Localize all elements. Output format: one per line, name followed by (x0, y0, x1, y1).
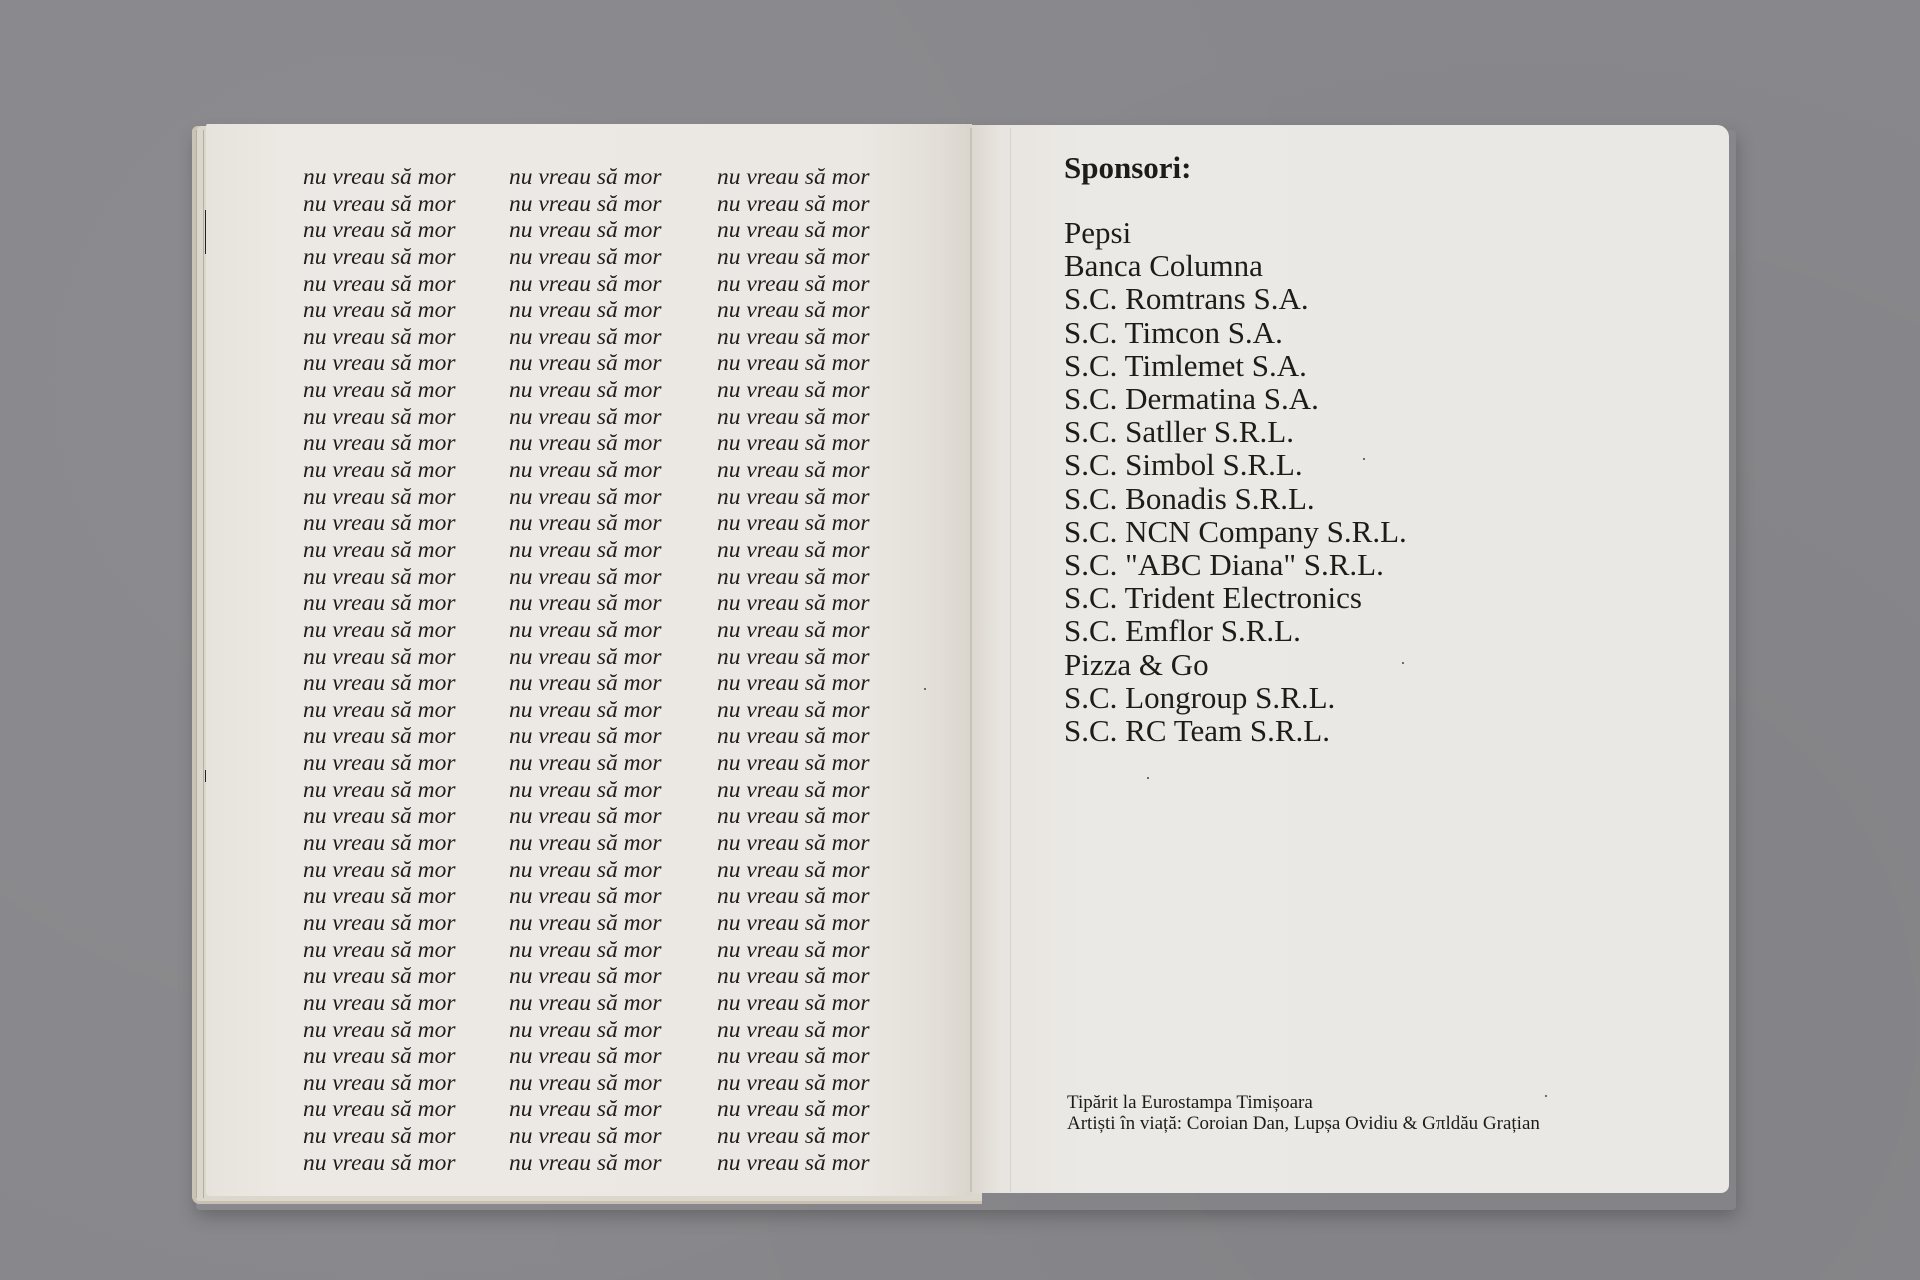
phrase-cell: nu vreau să mor (303, 1016, 456, 1043)
phrase-cell: nu vreau să mor (303, 483, 456, 510)
phrase-row (303, 857, 923, 884)
phrase-row (303, 750, 923, 777)
phrase-row (303, 244, 923, 271)
phrase-cell: nu vreau să mor (303, 643, 456, 670)
phrase-row (303, 297, 923, 324)
phrase-row (303, 324, 923, 351)
paper-speck (924, 688, 926, 690)
phrase-row (303, 777, 923, 804)
phrase-row (303, 271, 923, 298)
phrase-row (303, 910, 923, 937)
sponsor-item: S.C. Bonadis S.R.L. (1064, 480, 1315, 516)
phrase-cell: nu vreau să mor (717, 377, 870, 404)
phrase-cell: nu vreau să mor (303, 297, 456, 324)
phrase-cell: nu vreau să mor (717, 164, 870, 190)
phrase-cell: nu vreau să mor (717, 536, 870, 563)
phrase-cell: nu vreau să mor (509, 510, 662, 537)
phrase-cell: nu vreau să mor (303, 723, 456, 750)
phrase-row (303, 1017, 923, 1044)
phrase-cell: nu vreau să mor (717, 963, 870, 990)
phrase-cell: nu vreau să mor (717, 190, 870, 217)
phrase-cell: nu vreau să mor (303, 1043, 456, 1070)
phrase-cell: nu vreau să mor (303, 989, 456, 1016)
phrase-cell: nu vreau să mor (509, 696, 662, 723)
artists-credit: Artiști în viață: Coroian Dan, Lupșa Ovidiu & Gπldău Grațian (1067, 1113, 1540, 1134)
phrase-cell: nu vreau să mor (509, 243, 662, 270)
phrase-row (303, 537, 923, 564)
phrase-cell: nu vreau să mor (717, 457, 870, 484)
phrase-cell: nu vreau să mor (509, 217, 662, 244)
phrase-cell: nu vreau să mor (303, 830, 456, 857)
phrase-cell: nu vreau să mor (303, 856, 456, 883)
phrase-row (303, 963, 923, 990)
phrase-row (303, 617, 923, 644)
repeated-phrase-grid (303, 164, 923, 1176)
phrase-row (303, 404, 923, 431)
phrase-cell: nu vreau să mor (303, 776, 456, 803)
phrase-cell: nu vreau să mor (303, 616, 456, 643)
phrase-cell: nu vreau să mor (717, 830, 870, 857)
phrase-cell: nu vreau să mor (509, 670, 662, 697)
sponsor-item: Pizza & Go (1064, 646, 1209, 682)
phrase-cell: nu vreau să mor (509, 270, 662, 297)
phrase-cell: nu vreau să mor (303, 217, 456, 244)
phrase-cell: nu vreau să mor (303, 164, 456, 190)
sponsor-item: S.C. Emflor S.R.L. (1064, 613, 1301, 649)
phrase-cell: nu vreau să mor (717, 350, 870, 377)
phrase-cell: nu vreau să mor (303, 750, 456, 777)
phrase-cell: nu vreau să mor (717, 643, 870, 670)
phrase-cell: nu vreau să mor (509, 563, 662, 590)
phrase-row (303, 723, 923, 750)
phrase-cell: nu vreau să mor (717, 323, 870, 350)
phrase-cell: nu vreau să mor (509, 830, 662, 857)
phrase-cell: nu vreau să mor (509, 536, 662, 563)
phrase-cell: nu vreau să mor (509, 989, 662, 1016)
phrase-cell: nu vreau să mor (717, 1149, 870, 1176)
phrase-row (303, 377, 923, 404)
phrase-cell: nu vreau să mor (717, 856, 870, 883)
phrase-cell: nu vreau să mor (717, 270, 870, 297)
phrase-cell: nu vreau să mor (303, 323, 456, 350)
phrase-cell: nu vreau să mor (717, 1123, 870, 1150)
phrase-cell: nu vreau să mor (717, 696, 870, 723)
phrase-cell: nu vreau să mor (303, 1149, 456, 1176)
paper-speck (1402, 662, 1404, 664)
phrase-cell: nu vreau să mor (717, 776, 870, 803)
phrase-cell: nu vreau să mor (303, 536, 456, 563)
phrase-cell: nu vreau să mor (509, 483, 662, 510)
phrase-row (303, 1070, 923, 1097)
phrase-cell: nu vreau să mor (303, 510, 456, 537)
phrase-cell: nu vreau să mor (717, 670, 870, 697)
phrase-cell: nu vreau să mor (717, 403, 870, 430)
phrase-cell: nu vreau să mor (509, 643, 662, 670)
phrase-cell: nu vreau să mor (509, 1096, 662, 1123)
phrase-cell: nu vreau să mor (509, 963, 662, 990)
phrase-row (303, 1123, 923, 1150)
page-crease (1010, 128, 1011, 1192)
phrase-cell: nu vreau să mor (717, 616, 870, 643)
phrase-cell: nu vreau să mor (717, 883, 870, 910)
phrase-cell: nu vreau să mor (509, 403, 662, 430)
phrase-cell: nu vreau să mor (303, 909, 456, 936)
phrase-cell: nu vreau să mor (509, 297, 662, 324)
phrase-row (303, 1150, 923, 1177)
sponsor-item: S.C. Timcon S.A. (1064, 314, 1283, 350)
phrase-cell: nu vreau să mor (303, 457, 456, 484)
sponsor-item: Pepsi (1064, 215, 1132, 250)
phrase-cell: nu vreau să mor (509, 1123, 662, 1150)
phrase-row (303, 1043, 923, 1070)
sponsor-item: S.C. Longroup S.R.L. (1064, 679, 1336, 715)
phrase-row (303, 430, 923, 457)
phrase-row (303, 1096, 923, 1123)
phrase-cell: nu vreau să mor (509, 350, 662, 377)
page-edge-lines (196, 130, 204, 1198)
print-credits (1067, 1092, 1540, 1134)
sponsor-item: Banca Columna (1064, 248, 1263, 284)
phrase-cell: nu vreau să mor (509, 1016, 662, 1043)
phrase-cell: nu vreau să mor (303, 403, 456, 430)
sponsor-item: S.C. RC Team S.R.L. (1064, 713, 1330, 749)
phrase-cell: nu vreau să mor (509, 936, 662, 963)
phrase-cell: nu vreau să mor (303, 270, 456, 297)
phrase-cell: nu vreau să mor (509, 750, 662, 777)
phrase-cell: nu vreau să mor (717, 217, 870, 244)
phrase-cell: nu vreau să mor (303, 803, 456, 830)
phrase-row (303, 883, 923, 910)
phrase-row (303, 590, 923, 617)
sponsors-section (1064, 150, 1407, 747)
phrase-cell: nu vreau să mor (717, 243, 870, 270)
phrase-row (303, 191, 923, 218)
phrase-cell: nu vreau să mor (717, 297, 870, 324)
phrase-cell: nu vreau să mor (303, 696, 456, 723)
phrase-cell: nu vreau să mor (303, 430, 456, 457)
phrase-row (303, 830, 923, 857)
sponsor-item: S.C. Dermatina S.A. (1064, 381, 1319, 417)
phrase-row (303, 484, 923, 511)
phrase-cell: nu vreau să mor (509, 856, 662, 883)
phrase-cell: nu vreau să mor (509, 909, 662, 936)
phrase-row (303, 670, 923, 697)
phrase-cell: nu vreau să mor (509, 190, 662, 217)
sponsors-list (1064, 216, 1407, 747)
phrase-cell: nu vreau să mor (717, 563, 870, 590)
phrase-row (303, 350, 923, 377)
phrase-cell: nu vreau să mor (717, 1069, 870, 1096)
sponsor-item: S.C. NCN Company S.R.L. (1064, 513, 1407, 549)
phrase-cell: nu vreau să mor (509, 457, 662, 484)
phrase-cell: nu vreau să mor (509, 323, 662, 350)
phrase-cell: nu vreau să mor (303, 1069, 456, 1096)
gutter-fold (970, 128, 972, 1192)
phrase-cell: nu vreau să mor (303, 670, 456, 697)
phrase-cell: nu vreau să mor (509, 377, 662, 404)
phrase-cell: nu vreau să mor (717, 430, 870, 457)
phrase-row (303, 644, 923, 671)
phrase-cell: nu vreau să mor (717, 1016, 870, 1043)
phrase-cell: nu vreau să mor (509, 723, 662, 750)
phrase-cell: nu vreau să mor (303, 1096, 456, 1123)
phrase-cell: nu vreau să mor (509, 1069, 662, 1096)
paper-speck (1147, 777, 1149, 779)
sponsor-item: S.C. "ABC Diana" S.R.L. (1064, 547, 1384, 583)
phrase-cell: nu vreau să mor (509, 803, 662, 830)
phrase-cell: nu vreau să mor (303, 1123, 456, 1150)
phrase-row (303, 564, 923, 591)
phrase-cell: nu vreau să mor (717, 590, 870, 617)
phrase-cell: nu vreau să mor (509, 883, 662, 910)
phrase-cell: nu vreau să mor (717, 510, 870, 537)
phrase-cell: nu vreau să mor (509, 164, 662, 190)
phrase-cell: nu vreau să mor (509, 590, 662, 617)
phrase-cell: nu vreau să mor (303, 190, 456, 217)
phrase-cell: nu vreau să mor (509, 1043, 662, 1070)
phrase-cell: nu vreau să mor (303, 963, 456, 990)
sponsor-item: S.C. Romtrans S.A. (1064, 281, 1309, 317)
phrase-cell: nu vreau să mor (717, 803, 870, 830)
phrase-cell: nu vreau să mor (303, 590, 456, 617)
phrase-cell: nu vreau să mor (717, 936, 870, 963)
phrase-row (303, 457, 923, 484)
phrase-cell: nu vreau să mor (303, 350, 456, 377)
phrase-cell: nu vreau să mor (303, 377, 456, 404)
phrase-cell: nu vreau să mor (717, 1096, 870, 1123)
phrase-cell: nu vreau să mor (509, 616, 662, 643)
sponsor-item: S.C. Timlemet S.A. (1064, 347, 1307, 383)
phrase-row (303, 510, 923, 537)
phrase-cell: nu vreau să mor (717, 723, 870, 750)
phrase-cell: nu vreau să mor (303, 243, 456, 270)
phrase-row (303, 697, 923, 724)
phrase-cell: nu vreau să mor (303, 563, 456, 590)
sponsor-item: S.C. Trident Electronics (1064, 580, 1362, 616)
sponsor-item: S.C. Simbol S.R.L. (1064, 447, 1303, 483)
paper-speck (1545, 1095, 1547, 1097)
phrase-cell: nu vreau să mor (303, 883, 456, 910)
sponsors-heading: Sponsori: (1064, 150, 1192, 185)
printer-credit: Tipărit la Eurostampa Timișoara (1067, 1092, 1313, 1113)
phrase-cell: nu vreau să mor (717, 909, 870, 936)
phrase-row (303, 803, 923, 830)
phrase-cell: nu vreau să mor (717, 1043, 870, 1070)
phrase-cell: nu vreau să mor (509, 1149, 662, 1176)
phrase-row (303, 990, 923, 1017)
paper-speck (1363, 458, 1365, 460)
phrase-row (303, 217, 923, 244)
phrase-cell: nu vreau să mor (717, 750, 870, 777)
phrase-cell: nu vreau să mor (509, 430, 662, 457)
sponsor-item: S.C. Satller S.R.L. (1064, 414, 1294, 450)
phrase-cell: nu vreau să mor (509, 776, 662, 803)
phrase-cell: nu vreau să mor (303, 936, 456, 963)
phrase-cell: nu vreau să mor (717, 483, 870, 510)
phrase-row (303, 937, 923, 964)
phrase-cell: nu vreau să mor (717, 989, 870, 1016)
phrase-row (303, 164, 923, 191)
